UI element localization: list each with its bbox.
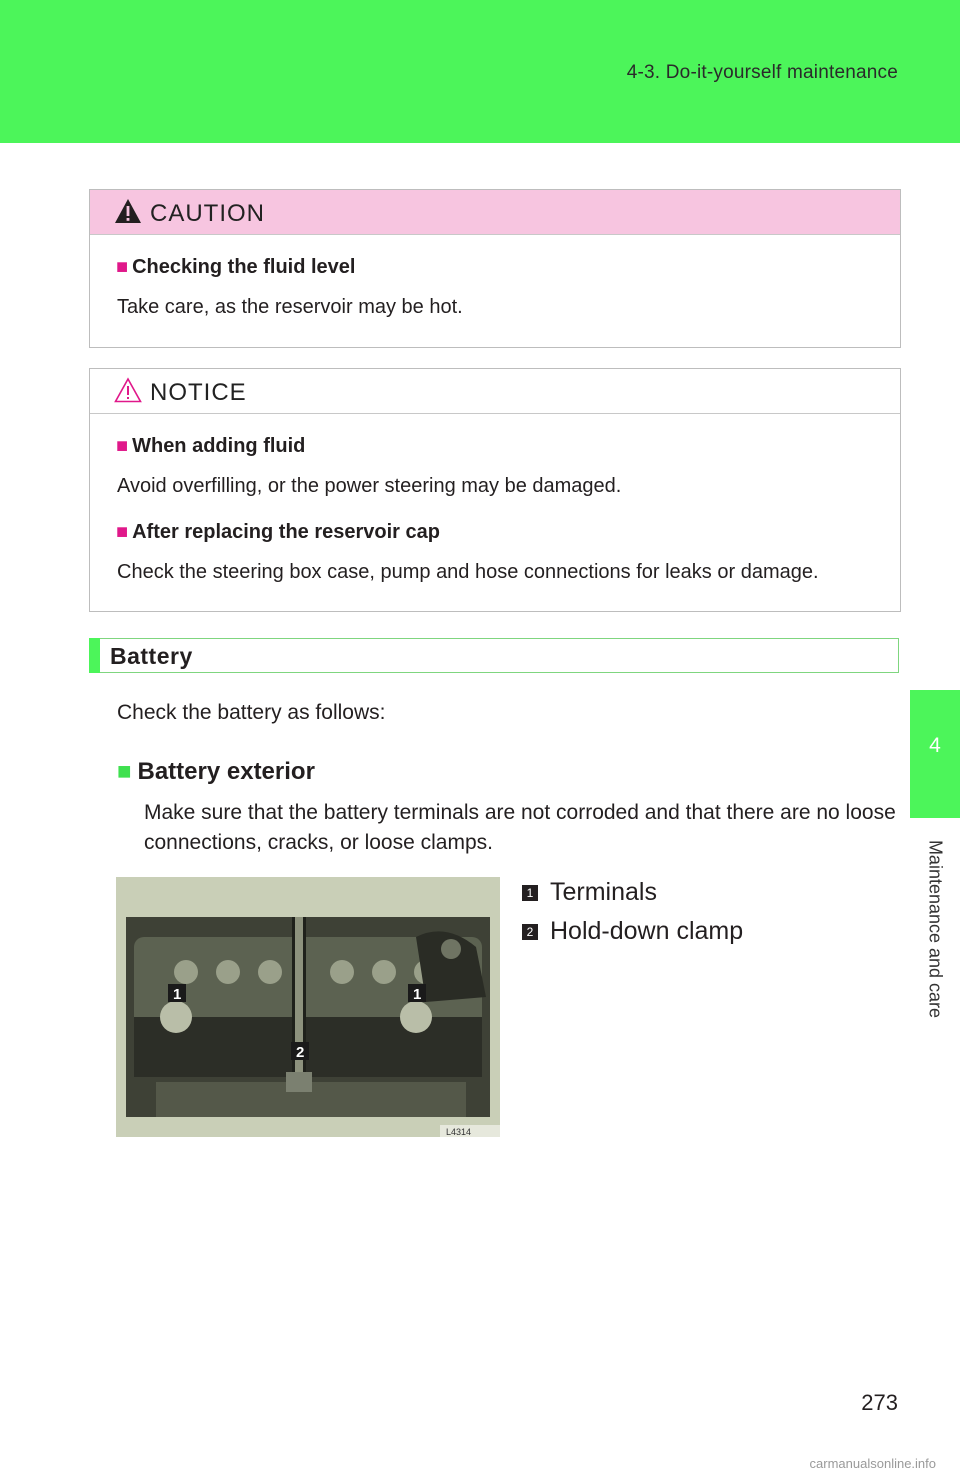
bullet-square-icon: ■ [116, 435, 129, 457]
bullet-square-icon: ■ [116, 521, 129, 543]
legend-item [522, 917, 743, 946]
caution-header [90, 190, 900, 235]
notice-header [90, 369, 900, 414]
legend-item [522, 878, 657, 907]
caution-title: CAUTION [150, 200, 265, 227]
intro-text: Check the battery as follows: [117, 701, 386, 724]
callout-1-left: 1 [173, 986, 182, 1003]
section-heading: Battery [110, 643, 193, 669]
notice-item-title: ■ When adding fluid [116, 435, 306, 457]
caution-item-text: Take care, as the reservoir may be hot. [117, 296, 463, 318]
legend-label: Hold-down clamp [550, 917, 744, 945]
subsection-heading: ■ Battery exterior [117, 758, 315, 785]
bullet-square-icon: ■ [117, 758, 132, 785]
notice-title: NOTICE [150, 379, 247, 406]
battery-photo [116, 877, 500, 1137]
chapter-tab[interactable] [910, 690, 960, 818]
callout-1-right: 1 [413, 986, 422, 1003]
page-header [0, 0, 960, 143]
notice-box [89, 368, 901, 612]
notice-item-text: Check the steering box case, pump and hose connections for leaks or damage. [117, 561, 819, 583]
image-code: L4314 [446, 1127, 472, 1137]
chapter-number: 4 [929, 734, 941, 757]
callout-number-badge: 2 [522, 924, 538, 940]
bullet-square-icon: ■ [116, 256, 129, 278]
section-title: 4-3. Do-it-yourself maintenance [626, 62, 898, 83]
caution-box [89, 189, 901, 348]
callout-2: 2 [296, 1044, 305, 1061]
callout-number-badge: 1 [522, 885, 538, 901]
page-number: 273 [861, 1390, 898, 1415]
notice-item-title: ■ After replacing the reservoir cap [116, 521, 440, 543]
notice-item-text: Avoid overfilling, or the power steering may be damaged. [117, 475, 622, 497]
warning-outline-icon [114, 377, 142, 403]
section-heading-bar [89, 638, 899, 673]
caution-item-title: ■ Checking the fluid level [116, 256, 356, 278]
watermark: carmanualsonline.info [809, 1456, 936, 1471]
warning-icon [114, 198, 142, 224]
chapter-label-tab [910, 818, 960, 1040]
chapter-label: Maintenance and care [925, 839, 946, 1019]
subsection-text: Make sure that the battery terminals are not corroded and that there are no loose connections, cracks, or loose clamps. [144, 801, 896, 854]
legend-label: Terminals [550, 878, 657, 906]
section-accent [89, 638, 100, 673]
